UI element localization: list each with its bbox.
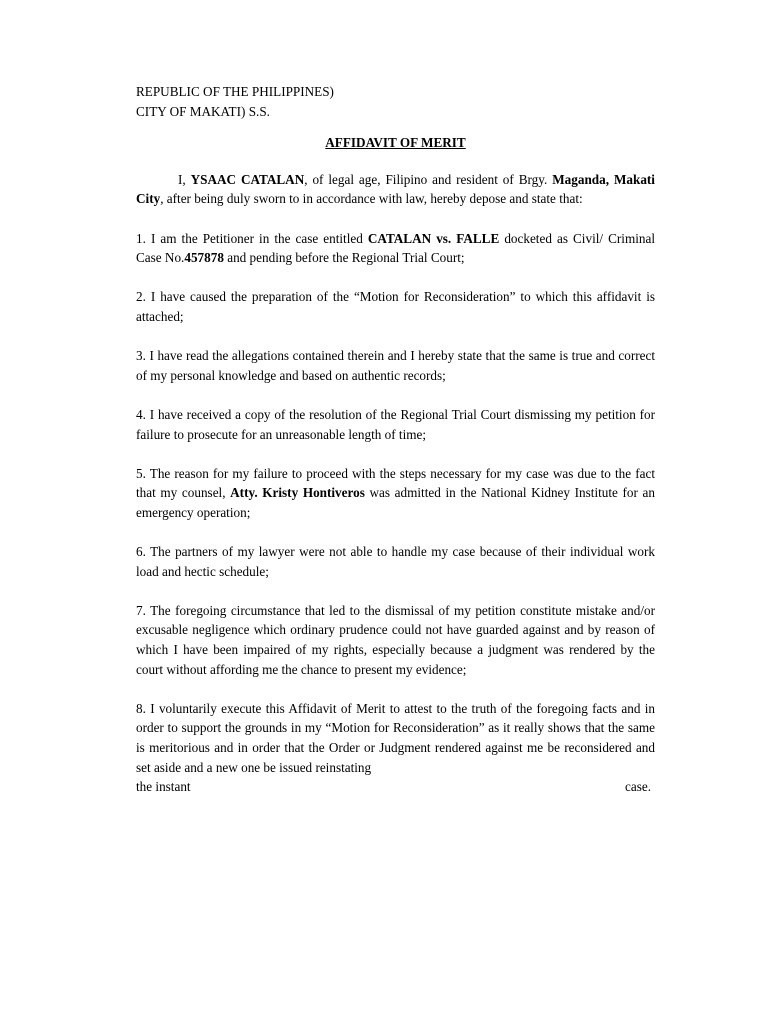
p8-body: 8. I voluntarily execute this Affidavit of Merit to attest to the truth of the foregoing facts and in order to support the grounds in my “Motion for Reconsideration” as it really shows that the same is meritorious and in order that the Order or Judgment rendered against me be reconsidered and set aside and a new one be issued reinstating [136,700,655,775]
case-number: 457878 [184,250,224,266]
document-title: AFFIDAVIT OF MERIT [325,135,466,151]
p1-text-2: docketed as Civil/ Criminal Case No. [136,230,655,266]
counsel-name: Atty. Kristy Hontiveros [230,485,365,501]
p8-last-line [136,777,655,797]
p8-last-left: the instant [136,779,191,795]
paragraph-4: 4. I have received a copy of the resolution of the Regional Trial Court dismissing my petition for failure to prosecute for an unreasonable length of time; [136,406,655,442]
paragraph-7: 7. The foregoing circumstance that led to the dismissal of my petition constitute mistake and/or excusable negligence which ordinary prudence could not have guarded against and by reason of which I have been impaired of my rights, especially because a judgment was rendered by the court without affording me the chance to present my evidence; [136,602,655,677]
p5-text-2: was admitted in the National Kidney Institute for an emergency operation; [136,485,656,520]
intro-text-1: I, [178,171,191,187]
paragraph-6: 6. The partners of my lawyer were not able to handle my case because of their individual work load and hectic schedule; [136,544,655,579]
paragraph-3: 3. I have read the allegations contained therein and I hereby state that the same is true and correct of my personal knowledge and based on authentic records; [136,348,655,383]
venue-city: CITY OF MAKATI) S.S. [136,103,270,119]
paragraph-1 [136,229,655,268]
intro-paragraph [136,170,655,209]
affidavit-page [136,82,655,797]
p1-text-3: and pending before the Regional Trial Court; [223,250,465,266]
affiant-name: YSAAC CATALAN [190,171,305,187]
affiant-address: Maganda, Makati City [136,171,655,207]
venue-header [136,82,655,121]
paragraph-8 [136,699,655,797]
paragraph-5 [136,464,655,523]
p5-text-1: 5. The reason for my failure to proceed with the steps necessary for my case was due to the fact that my counsel, [136,465,655,501]
venue-country: REPUBLIC OF THE PHILIPPINES) [136,84,334,99]
paragraph-2: 2. I have caused the preparation of the “Motion for Reconsideration” to which this affidavit is attached; [136,289,655,324]
p8-last-right: case. [625,779,651,795]
intro-text-3: , after being duly sworn to in accordance with law, hereby depose and state that: [160,191,583,207]
p1-text-1: 1. I am the Petitioner in the case entitled [136,230,368,246]
intro-text-2: , of legal age, Filipino and resident of Brgy. [304,171,553,187]
case-title: CATALAN vs. FALLE [367,230,500,246]
